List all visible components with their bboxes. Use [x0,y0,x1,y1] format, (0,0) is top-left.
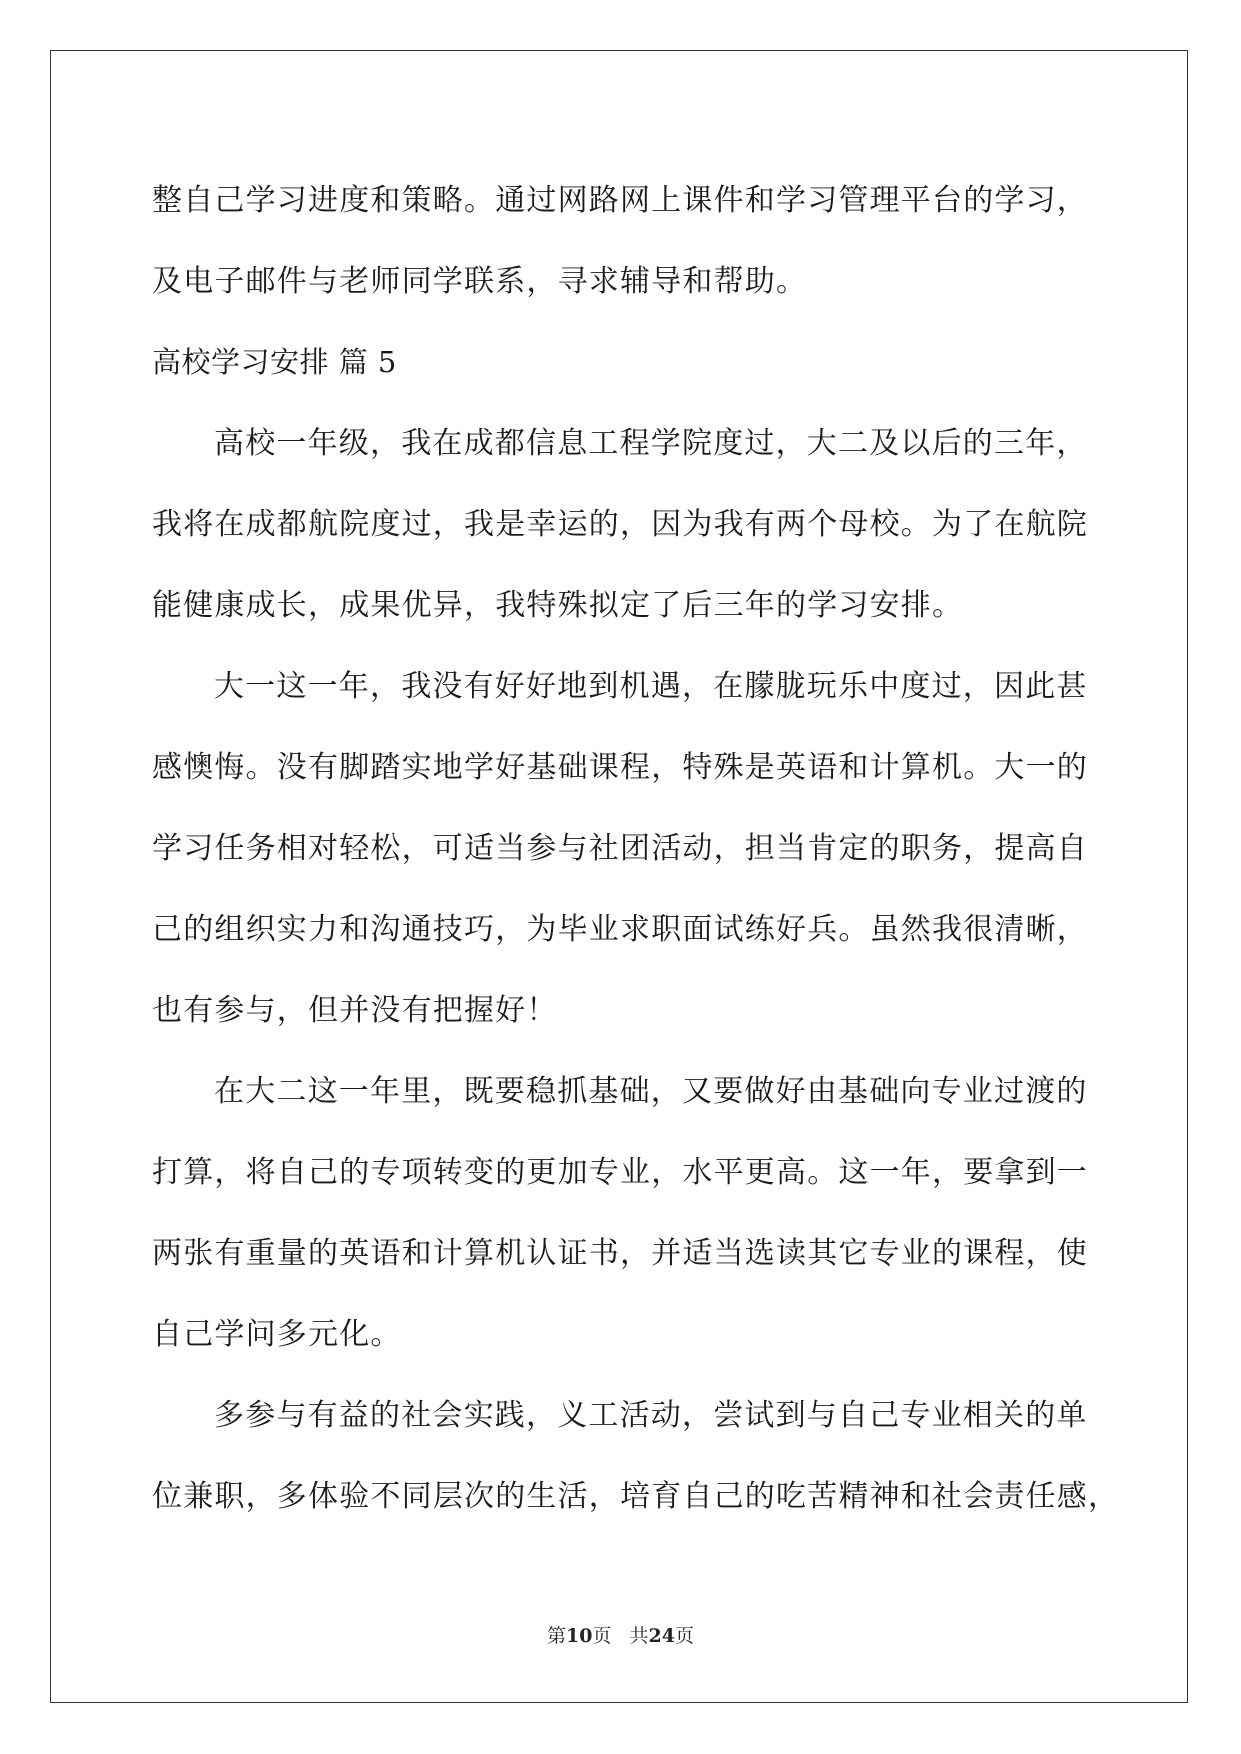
paragraph-line: 也有参与，但并没有把握好！ [152,993,558,1028]
paragraph-line: 两张有重量的英语和计算机认证书，并适当选读其它专业的课程，使 [152,1236,1088,1271]
page-number-prefix: 第 [547,1625,567,1647]
paragraph-line: 我将在成都航院度过，我是幸运的，因为我有两个母校。为了在航院 [152,507,1088,542]
paragraph-line: 位兼职，多体验不同层次的生活，培育自己的吃苦精神和社会责任感， [152,1479,1120,1514]
paragraph-line: 自己学问多元化。 [152,1317,402,1352]
current-page-number: 10 [566,1625,593,1647]
paragraph-first-line: 在大二这一年里，既要稳抓基础，又要做好由基础向专业过渡的 [214,1074,1088,1109]
paragraph-line: 打算，将自己的专项转变的更加专业，水平更高。这一年，要拿到一 [152,1155,1088,1190]
paragraph-line: 学习任务相对轻松，可适当参与社团活动，担当肯定的职务，提高自 [152,831,1088,866]
total-pages-suffix: 页 [674,1625,694,1647]
paragraph-line: 及电子邮件与老师同学联系，寻求辅导和帮助。 [152,264,808,299]
section-heading: 高校学习安排 篇 5 [152,345,397,379]
paragraph-first-line: 多参与有益的社会实践，义工活动，尝试到与自己专业相关的单 [214,1398,1088,1433]
paragraph-first-line: 大一这一年，我没有好好地到机遇，在朦胧玩乐中度过，因此甚 [214,669,1088,704]
document-body [152,160,1120,1537]
total-pages-prefix: 共 [629,1625,649,1647]
total-pages-number: 24 [648,1625,675,1647]
page-number-suffix: 页 [592,1625,612,1647]
paragraph-line: 能健康成长，成果优异，我特殊拟定了后三年的学习安排。 [152,588,964,623]
paragraph-line: 己的组织实力和沟通技巧，为毕业求职面试练好兵。虽然我很清晰， [152,912,1088,947]
page-footer [0,1621,1241,1648]
paragraph-first-line: 高校一年级，我在成都信息工程学院度过，大二及以后的三年， [214,426,1088,461]
paragraph-line: 感懊悔。没有脚踏实地学好基础课程，特殊是英语和计算机。大一的 [152,750,1088,785]
paragraph-line: 整自己学习进度和策略。通过网路网上课件和学习管理平台的学习， [152,183,1088,218]
